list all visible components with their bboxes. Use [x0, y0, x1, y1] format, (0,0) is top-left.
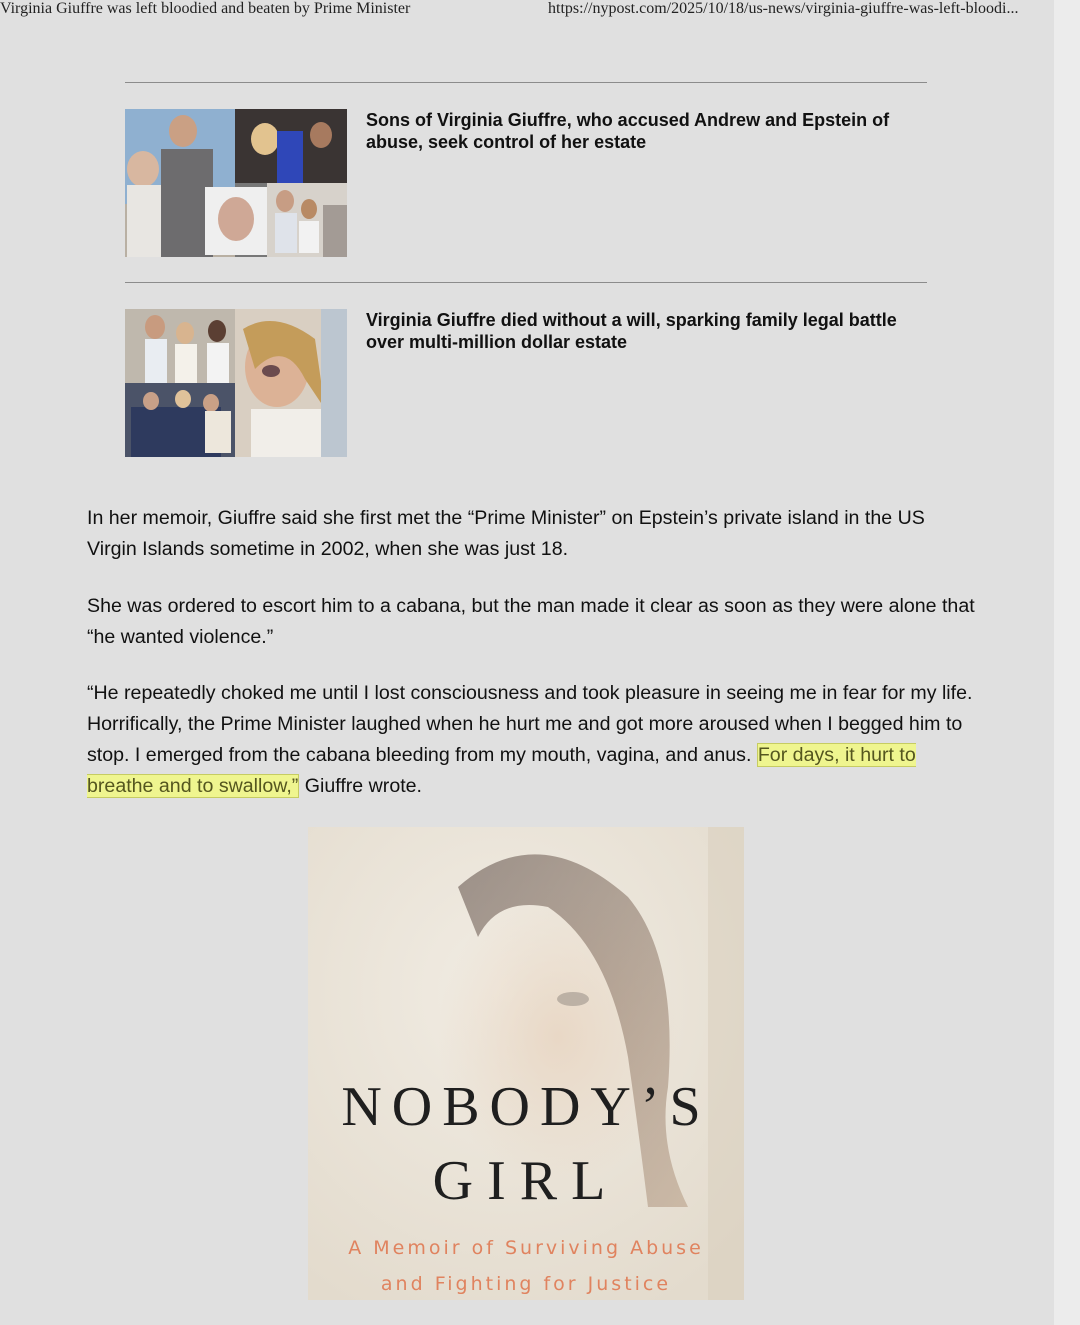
book-subtitle-line-1: A Memoir of Surviving Abuse — [348, 1237, 704, 1259]
article-body — [87, 678, 977, 802]
highlighted-quote: For days, it hurt to breathe and to swallow,” — [87, 744, 916, 797]
article-body — [87, 503, 977, 565]
article-quote-paragraph — [87, 678, 977, 802]
related-story-1-headline[interactable]: Sons of Virginia Giuffre, who accused Andrew and Epstein of abuse, seek control of her estate — [366, 110, 890, 152]
related-story-2[interactable] — [125, 309, 927, 459]
photo-collage-image — [125, 309, 347, 457]
header-url: https://nypost.com/2025/10/18/us-news/virginia-giuffre-was-left-bloodi... — [548, 0, 1019, 17]
photo-collage-image — [125, 109, 347, 257]
book-title-line-2: GIRL — [432, 1150, 620, 1212]
related-story-2-headline[interactable]: Virginia Giuffre died without a will, sparking family legal battle over multi-million dollar estate — [366, 310, 897, 352]
page-header — [0, 0, 1080, 20]
related-story-1-thumbnail[interactable] — [125, 109, 347, 257]
header-title: Virginia Giuffre was left bloodied and beaten by Prime Minister — [0, 0, 411, 17]
divider — [125, 282, 927, 283]
page-edge — [1054, 0, 1080, 1325]
article-paragraph: In her memoir, Giuffre said she first met the “Prime Minister” on Epstein’s private island in the US Virgin Islands sometime in 2002, when she was just 18. — [87, 507, 925, 560]
article-body — [87, 591, 977, 653]
divider — [125, 82, 927, 83]
book-cover-image — [308, 827, 744, 1300]
related-story-1[interactable] — [125, 109, 927, 259]
quote-attribution: Giuffre wrote. — [299, 775, 423, 797]
article-paragraph: She was ordered to escort him to a cabana, but the man made it clear as soon as they were alone that “he wanted violence.” — [87, 595, 975, 648]
related-story-2-thumbnail[interactable] — [125, 309, 347, 457]
book-title-line-1: NOBODY’S — [341, 1076, 711, 1138]
quote-text: “He repeatedly choked me until I lost consciousness and took pleasure in seeing me in fear for my life. Horrifically, the Prime Minister laughed when he hurt me and got more aroused when I begged him to stop. I emerged from the cabana bleeding from my mouth, vagina, and anus. — [87, 682, 973, 766]
book-subtitle-line-2: and Fighting for Justice — [380, 1273, 672, 1295]
book-cover-photo — [308, 827, 744, 1300]
